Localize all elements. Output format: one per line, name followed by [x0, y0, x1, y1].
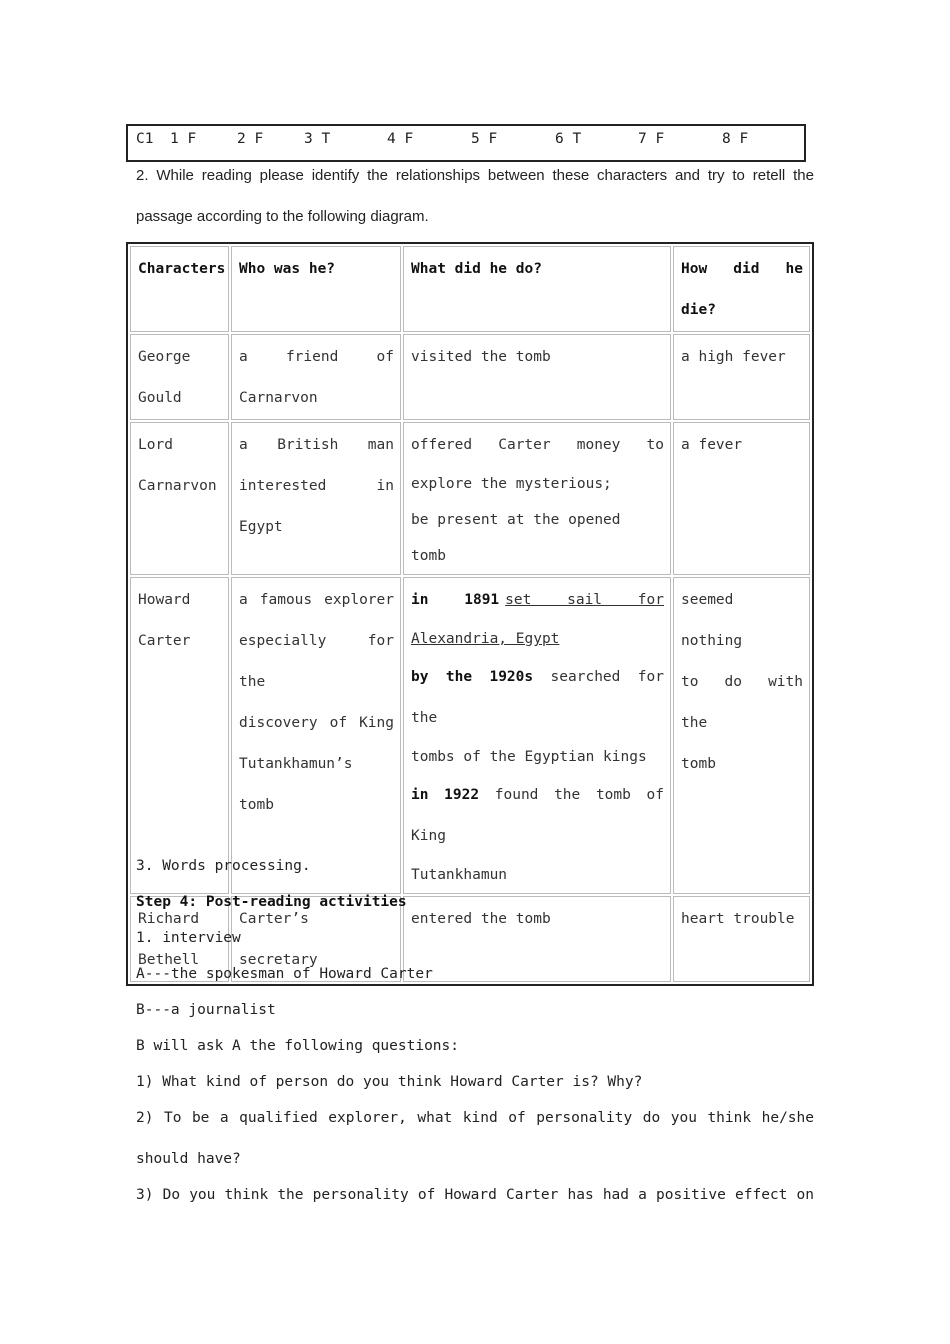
year-1922: in 1922 — [411, 787, 480, 803]
answer-6: 6 T — [555, 131, 582, 147]
cell-did: in 1891 set sail for Alexandria, Egypt by the 1920s searched for the tombs of the Egyptian kings in 1922 found the tomb of King Tutankhamun — [403, 577, 671, 894]
header-did: What did he do? — [403, 246, 671, 332]
set-sail-text: set sail for — [505, 592, 664, 608]
answer-5: 5 F — [471, 131, 498, 147]
question-3-line-1: 3) Do you think the personality of Howard Carter has had a positive effect on — [136, 1187, 814, 1203]
question-1: 1) What kind of person do you think Howard Carter is? Why? — [136, 1074, 643, 1090]
table-row — [130, 422, 810, 575]
role-a: A---the spokesman of Howard Carter — [136, 966, 433, 982]
words-processing: 3. Words processing. — [136, 858, 311, 874]
cell-did: entered the tomb — [403, 896, 671, 982]
table-header-row — [130, 246, 810, 332]
header-characters: Characters — [130, 246, 229, 332]
cell-name: Howard Carter — [130, 577, 229, 894]
interview-item: 1. interview — [136, 930, 241, 946]
cell-name: Lord Carnarvon — [130, 422, 229, 575]
table-row — [130, 334, 810, 420]
cell-who: a famous explorer especially for the discovery of King Tutankhamun’s tomb — [231, 577, 401, 894]
cell-die: a high fever — [673, 334, 810, 420]
answer-2: 2 F — [237, 131, 264, 147]
header-die-line-1: How did he — [681, 261, 803, 277]
year-1920s: by the 1920s — [411, 669, 534, 685]
cell-who: a friend of Carnarvon — [231, 334, 401, 420]
answer-1: 1 F — [170, 131, 197, 147]
instruction-line-2: passage according to the following diagram. — [136, 208, 429, 225]
instruction-line-1: 2. While reading please identify the relationships between these characters and try to retell the — [136, 167, 814, 184]
cell-did: visited the tomb — [403, 334, 671, 420]
step4-heading: Step 4: Post-reading activities — [136, 894, 407, 910]
header-who: Who was he? — [231, 246, 401, 332]
question-2-line-2: should have? — [136, 1151, 241, 1167]
cell-die: heart trouble — [673, 896, 810, 982]
role-b: B---a journalist — [136, 1002, 276, 1018]
cell-die: seemed nothing to do with the tomb — [673, 577, 810, 894]
table-row — [130, 577, 810, 894]
answer-label: C1 — [136, 131, 154, 147]
header-die — [673, 246, 810, 332]
answer-4: 4 F — [387, 131, 414, 147]
answer-key-box — [126, 124, 806, 162]
answer-8: 8 F — [722, 131, 749, 147]
question-2-line-1: 2) To be a qualified explorer, what kind of personality do you think he/she — [136, 1110, 814, 1126]
cell-who: a British man interested in Egypt — [231, 422, 401, 575]
cell-name: Richard Bethell — [130, 896, 229, 982]
alexandria-text: Alexandria, Egypt — [411, 631, 560, 647]
answer-3: 3 T — [304, 131, 331, 147]
year-1891: in 1891 — [411, 592, 500, 608]
characters-table — [126, 242, 814, 986]
cell-name: George Gould — [130, 334, 229, 420]
cell-die: a fever — [673, 422, 810, 575]
header-die-line-2: die? — [681, 302, 716, 318]
cell-did: offered Carter money to explore the mysterious; be present at the opened tomb — [403, 422, 671, 575]
questions-intro: B will ask A the following questions: — [136, 1038, 460, 1054]
cell-who: Carter’s secretary — [231, 896, 401, 982]
answer-7: 7 F — [638, 131, 665, 147]
